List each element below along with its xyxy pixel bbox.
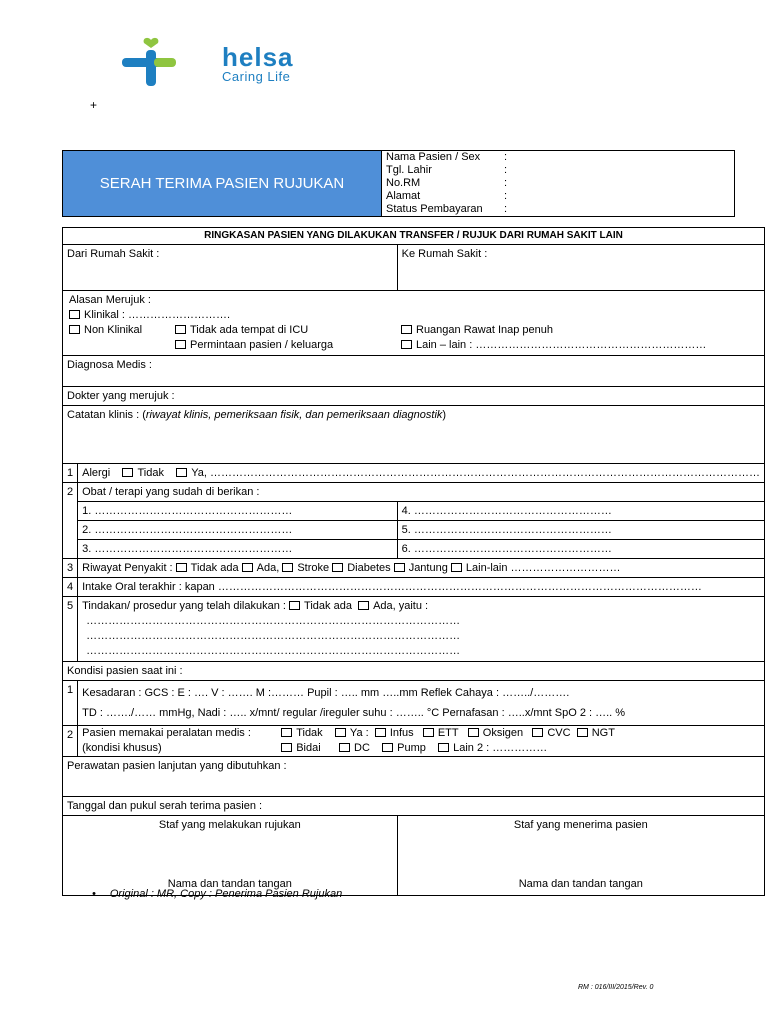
patient-field: [386, 203, 730, 216]
option-label: Ada, yaitu :: [373, 600, 429, 612]
condition-label: Kondisi pasien saat ini :: [63, 662, 765, 681]
option-label: Stroke: [297, 562, 330, 574]
clinical-notes-label: Catatan klinis : (: [67, 409, 146, 421]
medication-entry[interactable]: 2. ………………………………………………: [78, 521, 398, 540]
equipment-checkbox[interactable]: [423, 728, 434, 737]
reason-rawat-inap-option[interactable]: [401, 323, 553, 338]
option-label: Infus: [389, 727, 414, 739]
row-number: 2: [63, 483, 78, 559]
procedure-line[interactable]: …………………………………………………………………………………………: [86, 615, 461, 627]
from-hospital-field[interactable]: Dari Rumah Sakit :: [63, 245, 398, 291]
document-code: RM : 016/III/2015/Rev. 0: [578, 984, 654, 991]
option-label: Pump: [397, 742, 426, 754]
checkbox[interactable]: [69, 325, 80, 334]
equipment-checkbox[interactable]: [468, 728, 479, 737]
option-label: ETT: [437, 727, 459, 739]
row-number: 1: [63, 681, 78, 726]
field-label: Nama Pasien / Sex: [386, 151, 481, 163]
distribution-text: Original : MR, Copy : Penerima Pasien Rujukan: [109, 888, 343, 900]
helsa-logo: [120, 36, 330, 88]
further-care-field[interactable]: Perawatan pasien lanjutan yang dibutuhkan :: [63, 757, 765, 797]
referral-form-table: [62, 227, 765, 896]
medication-entry[interactable]: 5. ………………………………………………: [397, 521, 764, 540]
equipment-checkbox[interactable]: [281, 728, 292, 737]
patient-field: [386, 151, 730, 164]
sender-signature-box[interactable]: [63, 816, 398, 896]
receiver-title: Staf yang menerima pasien: [513, 819, 648, 831]
to-hospital-field[interactable]: Ke Rumah Sakit :: [397, 245, 764, 291]
referral-reason-section: [63, 291, 765, 356]
option-label: Ruangan Rawat Inap penuh: [416, 324, 553, 336]
field-separator: :: [504, 203, 508, 215]
option-label: Lain – lain : ………………………………………………………: [416, 339, 707, 351]
allergy-tidak-checkbox[interactable]: [122, 468, 133, 477]
option-label: Tidak: [137, 467, 164, 479]
option-label: Oksigen: [482, 727, 524, 739]
row-number: 2: [63, 726, 78, 757]
option-label: Tidak: [296, 727, 323, 739]
history-checkbox[interactable]: [451, 563, 462, 572]
patient-field: [386, 164, 730, 177]
option-label: Diabetes: [347, 562, 391, 574]
option-label: Lain-lain …………………………: [465, 562, 621, 574]
checkbox[interactable]: [175, 325, 186, 334]
field-label: No.RM: [386, 177, 421, 189]
field-separator: :: [504, 190, 508, 202]
checkbox[interactable]: [401, 325, 412, 334]
equipment-checkbox[interactable]: [438, 743, 449, 752]
equipment-checkbox[interactable]: [532, 728, 543, 737]
brand-name: helsa: [222, 42, 294, 72]
option-label: Ada,: [256, 562, 280, 574]
medication-entry[interactable]: 4. ………………………………………………: [397, 502, 764, 521]
medication-entry[interactable]: 6. ………………………………………………: [397, 540, 764, 559]
row-number: 3: [63, 559, 78, 578]
option-label: Non Klinikal: [84, 324, 143, 336]
vital-signs-row[interactable]: [78, 681, 765, 726]
clinical-notes-close: ): [442, 409, 447, 421]
option-label: Tidak ada: [304, 600, 352, 612]
patient-field: [386, 190, 730, 203]
procedure-line[interactable]: …………………………………………………………………………………………: [86, 645, 461, 657]
helsa-logo-icon: [120, 36, 200, 86]
medical-equipment-row: [78, 726, 765, 757]
option-label: Tidak ada: [190, 562, 239, 574]
option-label: NGT: [591, 727, 615, 739]
referring-doctor-field[interactable]: Dokter yang merujuk :: [63, 387, 765, 406]
history-checkbox[interactable]: [176, 563, 187, 572]
patient-identity-block: [382, 151, 735, 217]
history-label: Riwayat Penyakit :: [82, 562, 173, 574]
row-number: 5: [63, 597, 78, 662]
form-title: SERAH TERIMA PASIEN RUJUKAN: [63, 151, 382, 217]
option-label: Tidak ada tempat di ICU: [190, 324, 309, 336]
bullet: •: [92, 888, 96, 900]
equipment-sublabel: (kondisi khusus): [82, 742, 162, 754]
header-table: [62, 150, 735, 217]
allergy-label: Alergi: [82, 467, 111, 479]
procedure-line[interactable]: …………………………………………………………………………………………: [86, 630, 461, 642]
consciousness-line: Kesadaran : GCS : E : …. V : ……. M :……… Pupil : ….. mm …..mm Reflek Cahaya : ……../……….: [82, 687, 570, 699]
row-number: 1: [63, 464, 78, 483]
equipment-checkbox[interactable]: [335, 728, 346, 737]
distribution-note: [92, 888, 342, 900]
option-label: Ya, ……………………………………………………………………………………………………………………………………: [191, 467, 760, 479]
form-heading: RINGKASAN PASIEN YANG DILAKUKAN TRANSFER / RUJUK DARI RUMAH SAKIT LAIN: [63, 228, 765, 245]
field-separator: :: [504, 164, 508, 176]
sender-sign-label: Nama dan tandan tangan: [167, 878, 292, 890]
clinical-notes-field[interactable]: [63, 406, 765, 464]
reason-klinikal-option[interactable]: [69, 308, 758, 323]
brand-tagline: Caring Life: [222, 69, 291, 84]
equipment-checkbox[interactable]: [577, 728, 588, 737]
option-label: Klinikal : ……………………….: [84, 309, 231, 321]
field-label: Alamat: [386, 190, 421, 202]
reason-non-klinikal-option[interactable]: [69, 323, 175, 338]
medication-entry[interactable]: 1. ………………………………………………: [78, 502, 398, 521]
field-separator: :: [504, 177, 508, 189]
allergy-ya-checkbox[interactable]: [176, 468, 187, 477]
option-label: Jantung: [408, 562, 448, 574]
procedures-ada-checkbox[interactable]: [358, 601, 369, 610]
procedures-label: Tindakan/ prosedur yang telah dilakukan :: [82, 600, 286, 612]
allergy-row: [78, 464, 765, 483]
vitals-line: TD : ……./…… mmHg, Nadi : ….. x/mnt/ regular /ireguler suhu : …….. °C Pernafasan : …..x/mnt SpO 2 : ….. %: [82, 707, 626, 719]
option-label: DC: [354, 742, 370, 754]
equipment-checkbox[interactable]: [382, 743, 393, 752]
field-separator: :: [504, 151, 508, 163]
reason-label: Alasan Merujuk :: [69, 294, 151, 306]
field-label: Tgl. Lahir: [386, 164, 432, 176]
history-checkbox[interactable]: [332, 563, 343, 572]
procedures-row: [78, 597, 765, 662]
equipment-label: Pasien memakai peralatan medis :: [82, 727, 251, 739]
history-checkbox[interactable]: [282, 563, 293, 572]
option-label: Ya :: [349, 727, 369, 739]
diagnosis-field[interactable]: Diagnosa Medis :: [63, 356, 765, 387]
clinical-notes-hint: riwayat klinis, pemeriksaan fisik, dan pemeriksaan diagnostik: [145, 409, 443, 421]
oral-intake-row[interactable]: Intake Oral terakhir : kapan ……………………………………………………………………………………………………………………: [78, 578, 765, 597]
history-checkbox[interactable]: [394, 563, 405, 572]
plus-mark: +: [90, 98, 98, 112]
option-label: Bidai: [296, 742, 321, 754]
checkbox[interactable]: [69, 310, 80, 319]
history-checkbox[interactable]: [242, 563, 253, 572]
checkbox[interactable]: [401, 340, 412, 349]
reason-permintaan-option[interactable]: [175, 338, 401, 353]
procedures-tidak-checkbox[interactable]: [289, 601, 300, 610]
receiver-sign-label: Nama dan tandan tangan: [518, 878, 643, 890]
medication-label: Obat / terapi yang sudah di berikan :: [78, 483, 765, 502]
handover-time-field[interactable]: Tanggal dan pukul serah terima pasien :: [63, 797, 765, 816]
medical-history-row: [78, 559, 765, 578]
patient-field: [386, 177, 730, 190]
checkbox[interactable]: [175, 340, 186, 349]
option-label: CVC: [547, 727, 571, 739]
field-label: Status Pembayaran: [386, 203, 483, 215]
option-label: Permintaan pasien / keluarga: [190, 339, 334, 351]
reason-icu-option[interactable]: [175, 323, 401, 338]
equipment-checkbox[interactable]: [339, 743, 350, 752]
receiver-signature-box[interactable]: [397, 816, 764, 896]
reason-lain-option[interactable]: [401, 338, 706, 353]
row-number: 4: [63, 578, 78, 597]
option-label: Lain 2 : ……………: [453, 742, 548, 754]
equipment-checkbox[interactable]: [375, 728, 386, 737]
medication-entry[interactable]: 3. ………………………………………………: [78, 540, 398, 559]
equipment-checkbox[interactable]: [281, 743, 292, 752]
sender-title: Staf yang melakukan rujukan: [158, 819, 301, 831]
